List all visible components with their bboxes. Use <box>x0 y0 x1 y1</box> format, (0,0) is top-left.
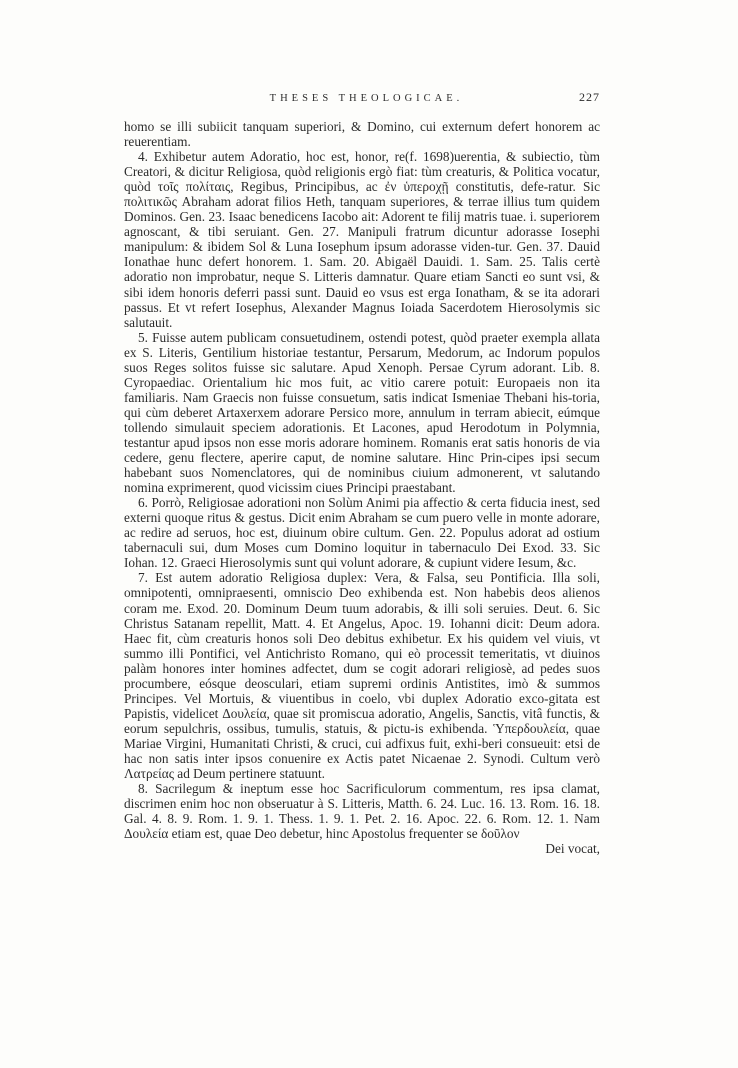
running-title: THESES THEOLOGICAE. <box>269 93 464 104</box>
paragraph-4: 4. Exhibetur autem Adoratio, hoc est, honor, re(f. 1698)uerentia, & subiectio, tùm Creatori, & dicitur Religiosa, quòd religionis ergò fiat: tùm creaturis, & Politica vocatur, quòd τοῖς πολίταις, Regibus, Principibus, ac ἐν ὑπεροχῇ constitutis, defe-ratur. Sic πολιτικῶς Abraham adorat filios Heth, tanquam superiores, & terrae illius tum quidem Dominos. Gen. 23. Isaac benedicens Iacobo ait: Adorent te filij matris tuae. i. superiorem agnoscant, & tibi seruiant. Gen. 27. Manipuli fratrum dicuntur adorasse Iosephi manipulum: & ibidem Sol & Luna Iosephum ipsum adorasse viden-tur. Gen. 37. Dauid Ionathae hunc defert honorem. 1. Sam. 20. Abigaël Dauidi. 1. Sam. 25. Talis certè adoratio non improbatur, neque S. Litteris damnatur. Quare etiam Sancti eo sunt vsi, & sibi idem honoris deferri passi sunt. Dauid eo vsus est erga Ionatham, & se ita adorari passus. Et vt refert Iosephus, Alexander Magnus Ioiada Sacerdotem Hierosolymis sic salutauit. <box>124 149 600 330</box>
paragraph-6: 6. Porrò, Religiosae adorationi non Solùm Animi pia affectio & certa fiducia inest, sed externi quoque ritus & gestus. Dicit enim Abraham se cum puero velle in monte adorare, ac redire ad seruos, hoc est, diuinum obire cultum. Gen. 22. Populus adorat ad ostium tabernaculi sui, dum Moses cum Domino loquitur in tabernaculo Dei Exod. 33. Sic Iohan. 12. Graeci Hierosolymis sunt qui volunt adorare, & cupiunt videre Iesum, &c. <box>124 495 600 571</box>
body-text <box>124 119 600 856</box>
paragraph-continuation: homo se illi subiicit tanquam superiori, & Domino, cui externum defert honorem ac reuerentiam. <box>124 119 600 150</box>
page-number: 227 <box>579 90 600 104</box>
running-head <box>124 90 600 105</box>
paragraph-7: 7. Est autem adoratio Religiosa duplex: Vera, & Falsa, seu Pontificia. Illa soli, omnipotenti, omnipraesenti, omniscio Deo exhibenda est. Non habebis deos alienos coram me. Exod. 20. Dominum Deum tuum adorabis, & illi soli seruies. Deut. 6. Sic Christus Satanam repellit, Matt. 4. Et Angelus, Apoc. 19. Iohanni dicit: Deum adora. Haec fit, cùm creaturis honos soli Deo debitus exhibetur. Ex his quidem vel viuis, vt summo illi Pontifici, vel Antichristo Romano, qui eò processit temeritatis, vt diuinos palàm honores inter homines adfectet, dum se cogit adorari religiosè, ad pedes suos procumbere, eósque deosculari, etiam supremi ordinis Antistites, imò & summos Principes. Vel Mortuis, & viuentibus in coelo, vbi duplex Adoratio exco-gitata est Papistis, videlicet Δουλεία, quae sit promiscua adoratio, Angelis, Sanctis, vitâ functis, & eorum sepulchris, ossibus, tumulis, statuis, & pictu-is exhibenda. Ὑπερδουλεία, quae Mariae Virgini, Humanitati Christi, & cruci, cui adfixus fuit, exhi-beri consueuit: etsi de hac non satis inter ipsos conuenire ex Actis patet Nicaenae 2. Synodi. Cultum verò Λατρείας ad Deum pertinere statuunt. <box>124 570 600 782</box>
catchword: Dei vocat, <box>545 841 600 857</box>
paragraph-5: 5. Fuisse autem publicam consuetudinem, ostendi potest, quòd praeter exempla allata ex S. Literis, Gentilium historiae testantur, Persarum, Medorum, ac Indorum populos suos Reges solitos fuisse sic salutare. Apud Xenoph. Persae Cyrum adorant. Lib. 8. Cyropaediac. Orientalium hic mos fuit, ac vitio carere potuit: Europaeis non ita familiaris. Nam Graecis non fuisse consuetum, satis indicat Ismeniae Thebani his-toria, qui cùm deberet Artaxerxem adorare Persico more, annulum in terram abiecit, eúmque tollendo simulauit speciem adorationis. Et Lacones, apud Herodotum in Polymnia, testantur apud ipsos non esse moris adorare hominem. Romanis erat satis honoris de via cedere, genu flectere, aperire caput, de nomine salutare. Hinc Prin-cipes ipsi secum habebant suos Nomenclatores, qui de nominibus ciuium admonerent, vt salutando nomina exprimerent, quod vicissim ciues Principi praestabant. <box>124 329 600 496</box>
paragraph-8: 8. Sacrilegum & ineptum esse hoc Sacrificulorum commentum, res ipsa clamat, discrimen enim hoc non obseruatur à S. Litteris, Matth. 6. 24. Luc. 16. 13. Rom. 16. 18. Gal. 4. 8. 9. Rom. 1. 9. 1. Thess. 1. 9. 1. Pet. 2. 16. Apoc. 22. 6. Rom. 12. 1. Nam Δουλεία etiam est, quae Deo debetur, hinc Apostolus frequenter se δοῦλον <box>124 781 600 842</box>
